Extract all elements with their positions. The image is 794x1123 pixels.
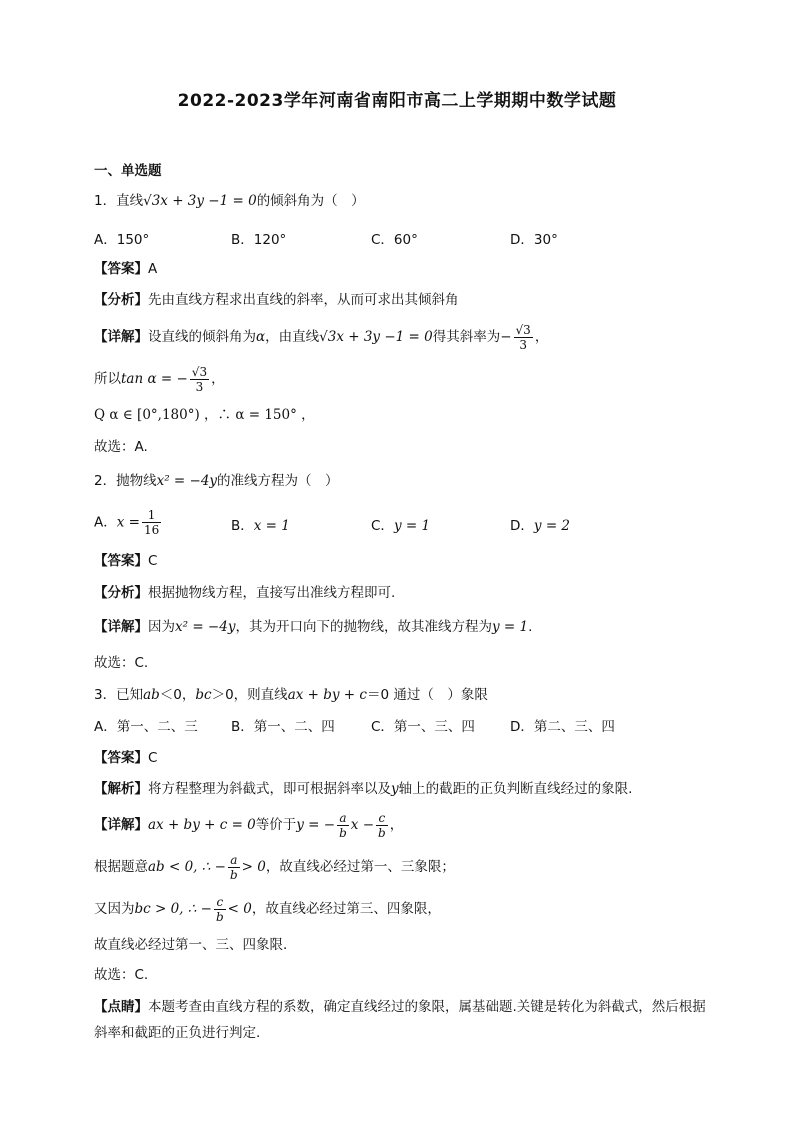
q1-range-line: Q α ∈ [0°,180°) ，∴ α = 150° ， [94, 407, 315, 423]
q2-option-d [510, 514, 570, 534]
q2-analysis-text: 根据抛物线方程，直接写出准线方程即可. [148, 585, 396, 601]
q3-detail-fraction-c [376, 811, 388, 840]
q3-reason-1-text: ，故直线必经过第一、三象限； [265, 859, 455, 875]
q3-analysis-y: y [391, 781, 399, 797]
q1-option-c: C．60° [371, 232, 418, 248]
q1-options [94, 228, 714, 252]
detail-tag: 【详解】 [94, 817, 148, 833]
fraction-numerator: c [214, 895, 226, 910]
fraction-numerator: √3 [191, 364, 208, 379]
q1-analysis-text: 先由直线方程求出直线的斜率，从而可求出其倾斜角 [148, 292, 459, 308]
q1-option-d: D．30° [510, 232, 558, 248]
fraction-numerator: √3 [515, 322, 531, 337]
q2-option-b-math: x = 1 [253, 518, 290, 534]
q3-answer [94, 747, 157, 769]
fraction-denominator: b [229, 867, 238, 882]
q2-stem-suffix: 的准线方程为（ ） [217, 473, 339, 489]
q2-option-c-math: y = 1 [393, 518, 431, 534]
q1-analysis [94, 289, 459, 311]
q3-analysis-text2: 轴上的截距的正负判断直线经过的象限. [398, 781, 633, 797]
fraction-numerator: c [376, 811, 388, 826]
q3-stem [94, 684, 488, 706]
fraction-numerator: a [228, 853, 240, 868]
q2-stem [94, 470, 339, 492]
q1-tan-end: ， [211, 371, 225, 387]
q3-detail-slope-intercept: y = − [296, 817, 336, 833]
q3-detail-end: ， [389, 817, 404, 833]
q1-option-b: B．120° [231, 232, 287, 248]
q3-reason-2-text: ，故直线必经过第三、四象限， [251, 901, 441, 917]
section-heading: 一、单选题 [94, 163, 162, 179]
q3-option-b: B．第一、二、四 [231, 719, 335, 735]
q1-stem-prefix: 1．直线 [94, 193, 144, 209]
q3-stem-ab: ab [143, 687, 160, 703]
q3-reason-1-math: ab < 0, ∴ − [148, 859, 226, 875]
analysis-tag: 【解析】 [94, 781, 148, 797]
answer-tag: 【答案】 [94, 261, 148, 277]
q3-reason-1-prefix: 根据题意 [94, 859, 148, 875]
answer-tag: 【答案】 [94, 553, 148, 569]
q1-detail-end: ， [534, 329, 549, 345]
q2-options [94, 508, 714, 542]
q1-answer-value: A [148, 261, 158, 277]
q2-analysis [94, 582, 395, 604]
fraction-numerator: 1 [142, 508, 161, 523]
analysis-tag: 【分析】 [94, 292, 148, 308]
fraction-denominator: b [339, 825, 347, 840]
q2-option-b [231, 514, 290, 534]
q2-detail [94, 616, 532, 638]
q1-tan-equation: tan α = − [121, 371, 188, 387]
fraction-denominator: 16 [143, 523, 160, 537]
fraction-denominator: 3 [195, 379, 204, 394]
q1-stem [94, 190, 365, 212]
q3-reason-2-prefix: 又因为 [94, 901, 135, 917]
q1-detail-text: 设直线的倾斜角为 [148, 329, 256, 345]
q3-detail-equation: ax + by + c = 0 [148, 817, 256, 833]
q3-comment [94, 994, 706, 1046]
q1-tan-fraction [190, 365, 209, 394]
q3-analysis [94, 778, 632, 800]
detail-tag: 【详解】 [94, 329, 148, 345]
q3-detail-x: x − [350, 817, 375, 833]
q1-detail-alpha: α [256, 329, 266, 345]
q1-detail-text2: ，由直线 [265, 329, 320, 345]
fraction-denominator: 3 [519, 337, 527, 352]
q3-option-d: D．第二、三、四 [510, 719, 615, 735]
q2-answer-value: C [148, 553, 158, 569]
q2-option-c [371, 514, 430, 534]
q1-tan-prefix: 所以 [94, 371, 121, 387]
q1-tan-line [94, 364, 225, 394]
fraction-denominator: b [378, 825, 386, 840]
q3-stem-prefix: 3．已知 [94, 687, 144, 703]
detail-tag: 【详解】 [94, 619, 148, 635]
q3-comment-text: 本题考查由直线方程的系数，确定直线经过的象限，属基础题.关键是转化为斜截式，然后根据斜率和截距的正负进行判定. [94, 999, 706, 1041]
q1-stem-equation: √3x + 3y −1 = 0 [143, 193, 257, 209]
q2-option-a-math: x = [116, 514, 140, 531]
q3-detail-fraction-a [337, 811, 349, 840]
q1-choose: 故选：A. [94, 439, 148, 455]
q3-reason-1-fraction [228, 853, 240, 882]
q2-detail-end: . [528, 619, 533, 635]
q2-answer [94, 550, 157, 572]
q3-stem-text2: ＞0，则直线 [211, 687, 288, 703]
q3-detail [94, 810, 403, 840]
q2-option-a-fraction [142, 508, 161, 537]
q2-option-a-label: A． [94, 514, 117, 531]
fraction-numerator: a [337, 811, 349, 826]
q2-stem-equation: x² = −4y [156, 473, 218, 489]
q3-reason-1-math2: > 0 [241, 859, 266, 875]
answer-tag: 【答案】 [94, 750, 148, 766]
q3-analysis-text: 将方程整理为斜截式，即可根据斜率以及 [148, 781, 391, 797]
q2-stem-prefix: 2．抛物线 [94, 473, 157, 489]
q3-stem-text1: ＜0， [159, 687, 196, 703]
q2-choose: 故选：C. [94, 655, 149, 671]
q1-detail [94, 322, 548, 352]
q2-option-d-label: D． [510, 518, 534, 534]
fraction-denominator: b [215, 909, 224, 924]
q3-stem-equation: ax + by + c [287, 687, 367, 703]
analysis-tag: 【分析】 [94, 585, 148, 601]
q3-options [94, 715, 714, 739]
q3-detail-text: 等价于 [255, 817, 297, 833]
page-title: 2022-2023学年河南省南阳市高二上学期期中数学试题 [177, 91, 617, 111]
q1-option-a: A．150° [94, 232, 150, 248]
q3-answer-value: C [148, 750, 158, 766]
q3-stem-text3: ＝0 通过（ ）象限 [366, 687, 488, 703]
q2-option-d-math: y = 2 [533, 518, 571, 534]
q3-reason-2 [94, 894, 441, 924]
q3-option-a: A．第一、二、三 [94, 719, 198, 735]
q3-reason-2-math2: < 0 [227, 901, 252, 917]
comment-tag: 【点睛】 [94, 999, 148, 1015]
q3-reason-2-math: bc > 0, ∴ − [134, 901, 212, 917]
q1-answer [94, 258, 157, 280]
q2-option-c-label: C． [371, 518, 394, 534]
q1-stem-suffix: 的倾斜角为（ ） [256, 193, 365, 209]
q3-reason-2-fraction [214, 895, 226, 924]
q1-slope-fraction [514, 323, 533, 352]
q3-conclusion: 故直线必经过第一、三、四象限. [94, 937, 288, 953]
q2-detail-text2: ，其为开口向下的抛物线，故其准线方程为 [235, 619, 492, 635]
q3-option-c: C．第一、三、四 [371, 719, 475, 735]
q2-detail-equation: x² = −4y [175, 619, 236, 635]
q2-detail-directrix: y = 1 [491, 619, 529, 635]
q1-detail-minus: − [500, 329, 512, 345]
q2-detail-text: 因为 [148, 619, 175, 635]
q3-choose: 故选：C. [94, 967, 149, 983]
q2-option-b-label: B． [231, 518, 254, 534]
q3-stem-bc: bc [195, 687, 212, 703]
q3-reason-1 [94, 852, 455, 882]
q1-detail-equation: √3x + 3y −1 = 0 [319, 329, 433, 345]
q2-option-a [94, 508, 163, 537]
q1-detail-text3: 得其斜率为 [432, 329, 501, 345]
